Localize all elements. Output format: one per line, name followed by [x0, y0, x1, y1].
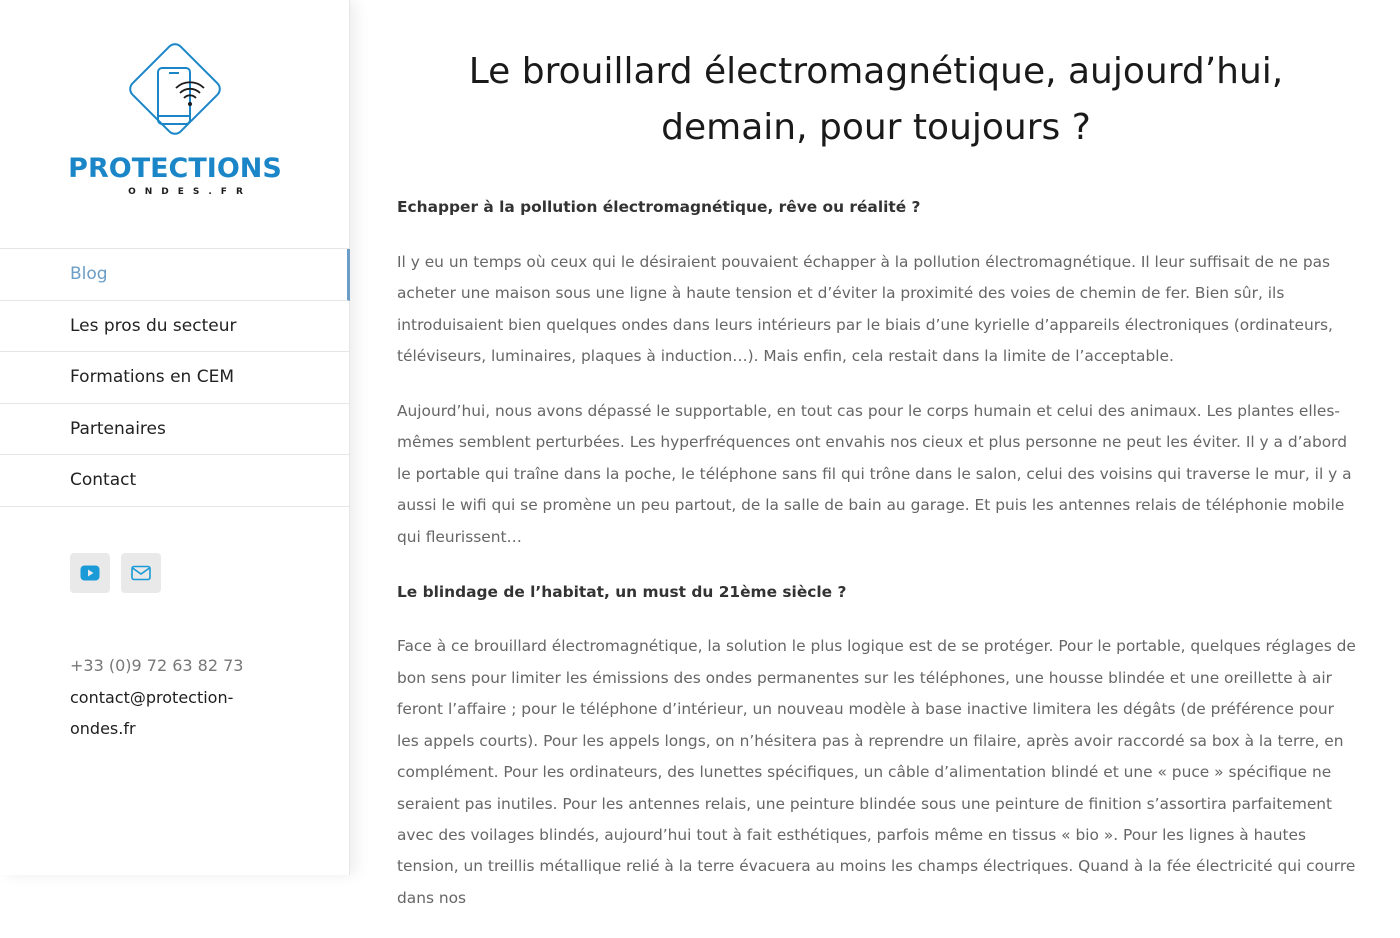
article-paragraph: Il y eu un temps où ceux qui le désiraient pouvaient échapper à la pollution électromagnétique. Il leur suffisait de ne pas acheter une maison sous une ligne à haute tension et d’éviter la proximité des voies de chemin de fer. Bien sûr, ils introduisaient bien quelques ondes dans leurs intérieurs par le biais d’une kyrielle d’appareils électroniques (ordinateurs, téléviseurs, luminaires, plaques à induction…). Mais enfin, cela restait dans la limite de l’acceptable.	[397, 252, 1333, 366]
mail-button[interactable]	[121, 553, 161, 593]
contact-info	[70, 650, 270, 745]
phone-wifi-icon	[68, 46, 282, 154]
page-title: Le brouillard électromagnétique, aujourd’hui, demain, pour toujours ?	[468, 51, 1284, 148]
nav-item-contact[interactable]: Contact	[0, 455, 350, 507]
article-heading: Le blindage de l’habitat, un must du 21ème siècle ?	[397, 582, 847, 601]
nav-item-partenaires[interactable]: Partenaires	[0, 404, 350, 456]
nav-item-blog[interactable]: Blog	[0, 249, 350, 301]
youtube-button[interactable]	[70, 553, 110, 593]
mail-icon	[131, 565, 151, 581]
contact-phone[interactable]: +33 (0)9 72 63 82 73	[70, 656, 244, 675]
sidebar	[0, 0, 350, 875]
main-nav	[0, 248, 350, 507]
article-paragraph: Aujourd’hui, nous avons dépassé le supportable, en tout cas pour le corps humain et celui des animaux. Les plantes elles-mêmes semblent perturbées. Les hyperfréquences ont envahis nos cieux et plus personne ne peut les éviter. Il y a d’abord le portable qui traîne dans la poche, le téléphone sans fil qui trône dans le salon, celui des voisins qui traverse le mur, il y a aussi le wifi qui se promène un peu partout, de la salle de bain au garage. Et puis les antennes relais de téléphonie mobile qui fleurissent…	[397, 402, 1352, 546]
logo-wordmark: PROTECTIONS	[68, 153, 282, 184]
logo-subtitle: ONDES.FR	[128, 187, 252, 197]
social-links	[70, 553, 161, 593]
main-content	[350, 0, 1400, 907]
contact-email[interactable]: contact@protection-ondes.fr	[70, 687, 234, 738]
article-heading: Echapper à la pollution électromagnétique, rêve ou réalité ?	[397, 198, 921, 216]
article-paragraph: Face à ce brouillard électromagnétique, la solution le plus logique est de se protéger. Pour le portable, quelques réglages de bon sens pour limiter les émissions des ondes permanentes sur les téléphones, une housse blindée et une oreillette à air feront l’affaire ; pour le téléphone d’intérieur, un nouveau modèle à base inactive limitera les dégâts (de préférence pour les appels courts). Pour les appels longs, on n’hésitera pas à reprendre un filaire, après avoir raccordé sa box à la terre, en complément. Pour les ordinateurs, des lunettes spécifiques, un câble d’alimentation blindé et une « puce » spécifique ne seraient pas inutiles. Pour les antennes relais, une peinture blindée sous une peinture de finition s’assortira parfaitement avec des voilages blindés, aujourd’hui tout à fait esthétiques, parfois même en tissus « bio ». Pour les lignes à hautes tension, un treillis métallique relié à la terre évacuera au moins les champs électriques. Quand à la fée électricité qui courre dans nos	[397, 637, 1356, 907]
site-logo[interactable]	[68, 46, 282, 204]
nav-item-les-pros-du-secteur[interactable]: Les pros du secteur	[0, 301, 350, 353]
article-body	[397, 192, 1359, 938]
youtube-icon	[80, 565, 100, 581]
nav-item-formations-en-cem[interactable]: Formations en CEM	[0, 352, 350, 404]
